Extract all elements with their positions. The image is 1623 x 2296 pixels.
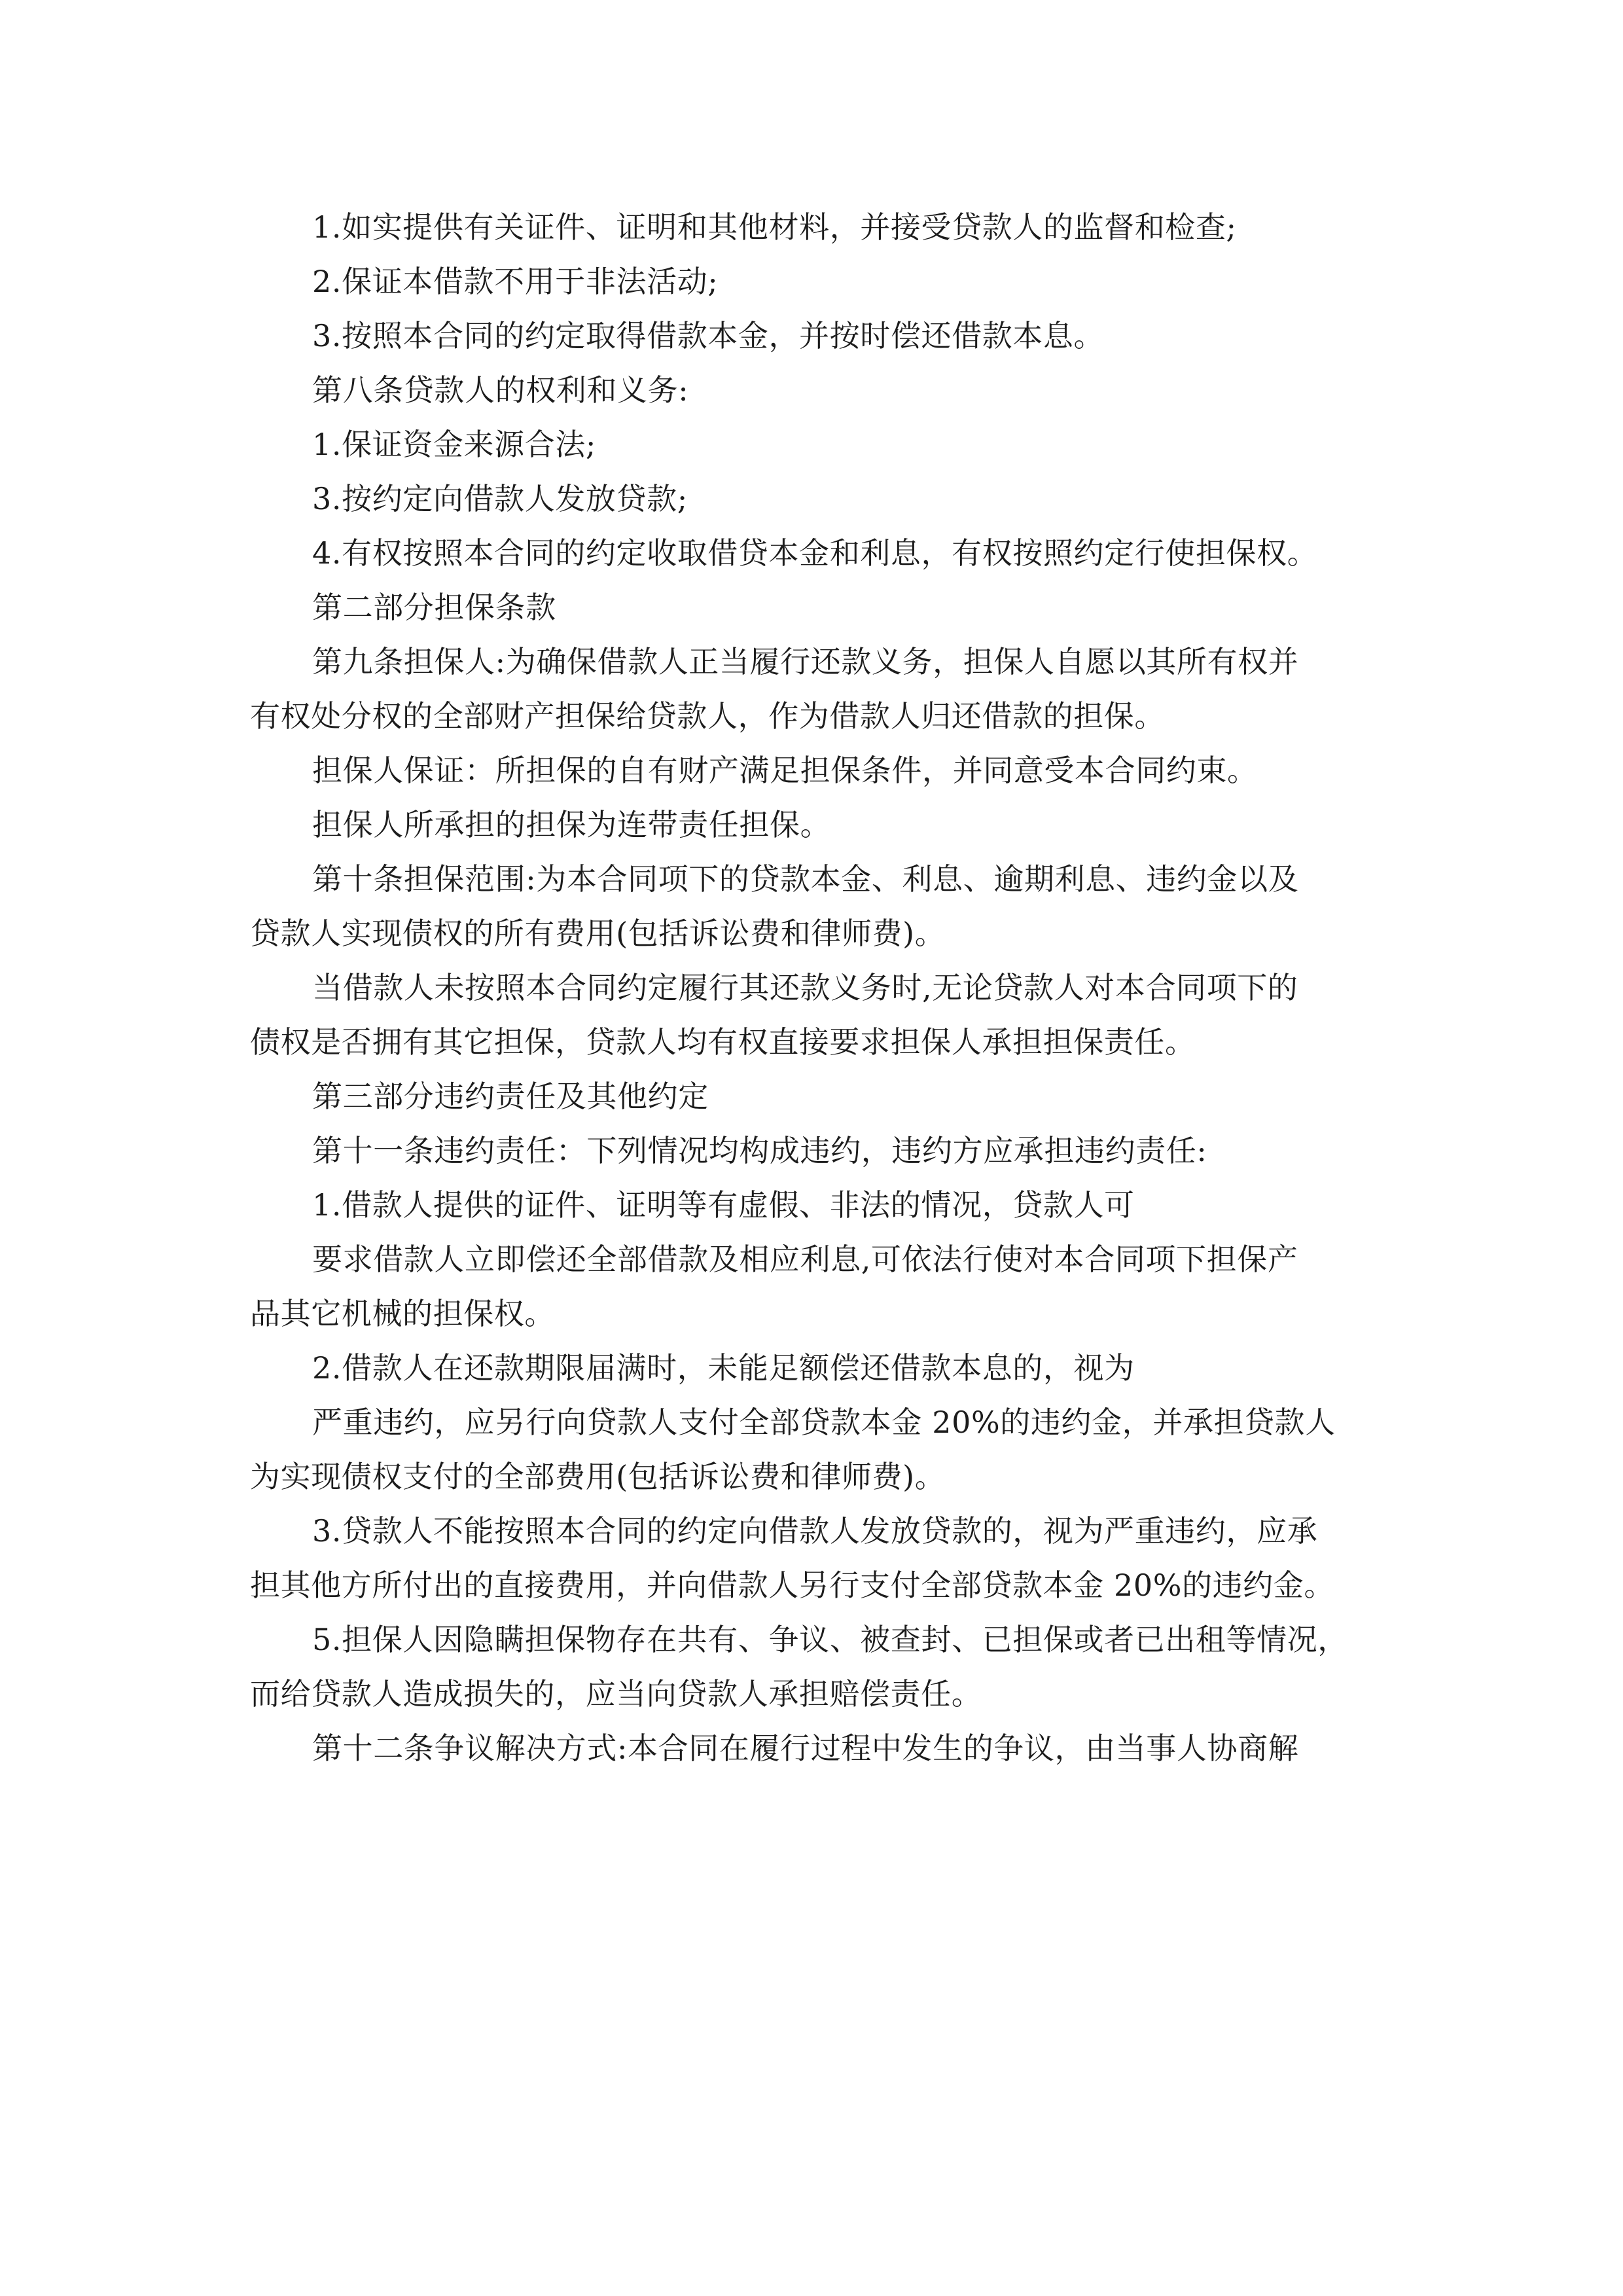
text-line: 而给贷款人造成损失的，应当向贷款人承担赔偿责任。 — [250, 1676, 982, 1712]
text-line: 1.保证资金来源合法; — [312, 427, 596, 462]
text-line: 5.担保人因隐瞒担保物存在共有、争议、被查封、已担保或者已出租等情况， — [312, 1622, 1348, 1657]
text-line: 有权处分权的全部财产担保给贷款人，作为借款人归还借款的担保。 — [250, 698, 1165, 734]
text-line: 品其它机械的担保权。 — [250, 1296, 555, 1331]
text-line: 2.保证本借款不用于非法活动; — [312, 264, 719, 299]
text-line: 为实现债权支付的全部费用(包括诉讼费和律师费)。 — [250, 1459, 946, 1494]
text-line: 担保人保证：所担保的自有财产满足担保条件，并同意受本合同约束。 — [312, 753, 1258, 788]
text-line: 3.按约定向借款人发放贷款; — [312, 481, 688, 516]
text-line: 1.如实提供有关证件、证明和其他材料，并接受贷款人的监督和检查; — [312, 209, 1237, 245]
text-line: 1.借款人提供的证件、证明等有虚假、非法的情况，贷款人可 — [312, 1187, 1135, 1223]
text-line: 贷款人实现债权的所有费用(包括诉讼费和律师费)。 — [250, 916, 946, 951]
text-line: 债权是否拥有其它担保，贷款人均有权直接要求担保人承担担保责任。 — [250, 1024, 1196, 1060]
document-body — [250, 200, 1382, 1776]
text-line: 3.按照本合同的约定取得借款本金，并按时偿还借款本息。 — [312, 318, 1105, 353]
text-line: 2.借款人在还款期限届满时，未能足额偿还借款本息的，视为 — [312, 1350, 1135, 1386]
text-line: 严重违约，应另行向贷款人支付全部贷款本金 20%的违约金，并承担贷款人 — [312, 1405, 1336, 1440]
text-line: 3.贷款人不能按照本合同的约定向借款人发放贷款的，视为严重违约，应承 — [312, 1513, 1318, 1549]
text-line: 4.有权按照本合同的约定收取借贷本金和利息，有权按照约定行使担保权。 — [312, 535, 1318, 571]
text-line: 第十条担保范围:为本合同项下的贷款本金、利息、逾期利息、违约金以及 — [312, 861, 1299, 897]
section-heading: 第八条贷款人的权利和义务: — [312, 372, 689, 408]
text-line: 担其他方所付出的直接费用，并向借款人另行支付全部贷款本金 20%的违约金。 — [250, 1568, 1335, 1603]
text-line: 要求借款人立即偿还全部借款及相应利息,可依法行使对本合同项下担保产 — [312, 1242, 1298, 1277]
text-line: 当借款人未按照本合同约定履行其还款义务时,无论贷款人对本合同项下的 — [312, 970, 1298, 1005]
part-heading: 第二部分担保条款 — [312, 590, 556, 625]
part-heading: 第三部分违约责任及其他约定 — [312, 1079, 709, 1114]
section-heading: 第十一条违约责任：下列情况均构成违约，违约方应承担违约责任: — [312, 1133, 1207, 1168]
text-line: 担保人所承担的担保为连带责任担保。 — [312, 807, 831, 842]
text-line: 第十二条争议解决方式:本合同在履行过程中发生的争议，由当事人协商解 — [312, 1731, 1299, 1766]
text-line: 第九条担保人:为确保借款人正当履行还款义务，担保人自愿以其所有权并 — [312, 644, 1299, 679]
